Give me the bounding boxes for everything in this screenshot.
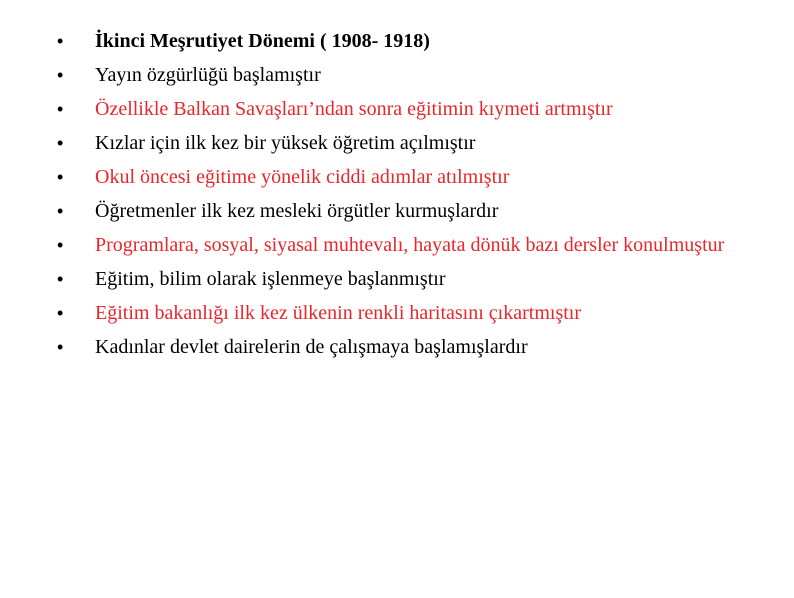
bullet-text: Programlara, sosyal, siyasal muhtevalı, hayata dönük bazı dersler konulmuştur <box>95 234 725 256</box>
bullet-item <box>57 267 754 292</box>
bullet-item <box>57 63 754 88</box>
bullet-text: Okul öncesi eğitime yönelik ciddi adımlar atılmıştır <box>95 166 510 188</box>
bullet-text: Kızlar için ilk kez bir yüksek öğretim açılmıştır <box>95 132 476 154</box>
bullet-text: Yayın özgürlüğü başlamıştır <box>95 64 321 86</box>
bullet-icon: • <box>57 31 64 51</box>
bullet-text: Eğitim, bilim olarak işlenmeye başlanmıştır <box>95 268 446 290</box>
bullet-item <box>57 131 754 156</box>
bullet-item-title <box>57 29 754 54</box>
bullet-icon: • <box>57 133 64 153</box>
bullet-icon: • <box>57 269 64 289</box>
bullet-list <box>57 29 754 369</box>
bullet-icon: • <box>57 99 64 119</box>
bullet-text: İkinci Meşrutiyet Dönemi ( 1908- 1918) <box>95 30 430 52</box>
bullet-text: Kadınlar devlet dairelerin de çalışmaya başlamışlardır <box>95 336 528 358</box>
bullet-icon: • <box>57 235 64 255</box>
bullet-item <box>57 335 754 360</box>
bullet-item <box>57 233 754 258</box>
bullet-item <box>57 301 754 326</box>
bullet-item <box>57 199 754 224</box>
bullet-icon: • <box>57 65 64 85</box>
bullet-text: Eğitim bakanlığı ilk kez ülkenin renkli haritasını çıkartmıştır <box>95 302 581 324</box>
bullet-icon: • <box>57 337 64 357</box>
bullet-text: Özellikle Balkan Savaşları’ndan sonra eğitimin kıymeti artmıştır <box>95 98 613 120</box>
bullet-text: Öğretmenler ilk kez mesleki örgütler kurmuşlardır <box>95 200 499 222</box>
bullet-item <box>57 165 754 190</box>
bullet-item <box>57 97 754 122</box>
bullet-icon: • <box>57 167 64 187</box>
bullet-icon: • <box>57 303 64 323</box>
bullet-icon: • <box>57 201 64 221</box>
